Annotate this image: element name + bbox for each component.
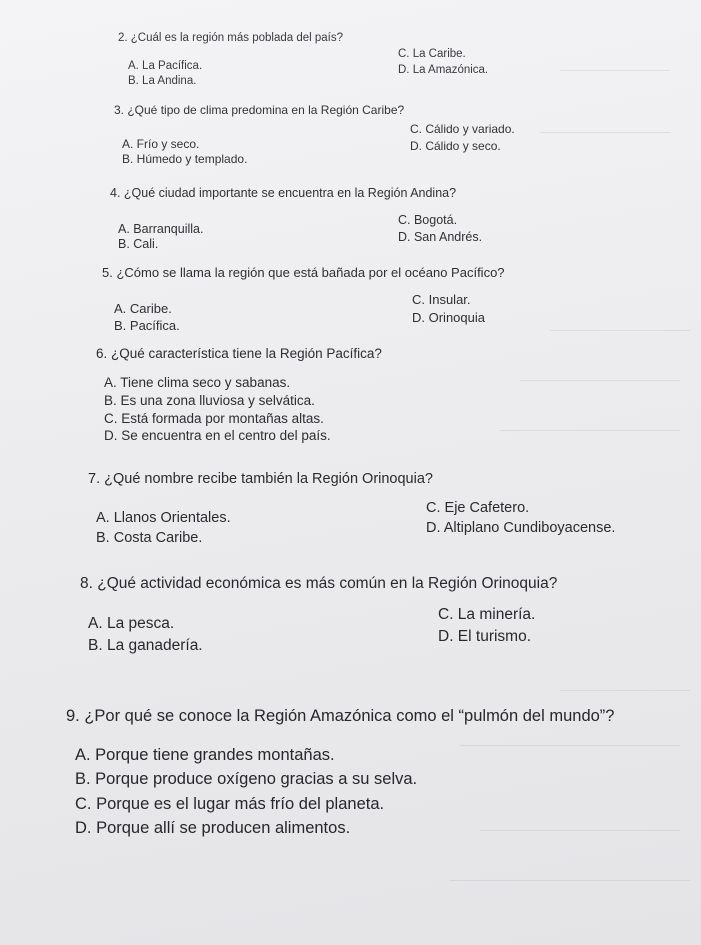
option-8-c: C. La minería. bbox=[438, 606, 536, 623]
option-2-d: D. La Amazónica. bbox=[398, 64, 489, 76]
option-6-a: A. Tiene clima seco y sabanas. bbox=[104, 375, 291, 390]
option-8-a: A. La pesca. bbox=[88, 615, 175, 632]
option-4-b: B. Cali. bbox=[118, 237, 159, 251]
option-7-d: D. Altiplano Cundiboyacense. bbox=[426, 520, 616, 536]
question-4: 4. ¿Qué ciudad importante se encuentra en la Región Andina? bbox=[110, 186, 457, 200]
bleed-through-line bbox=[520, 380, 680, 381]
option-3-d: D. Cálido y seco. bbox=[410, 139, 501, 153]
option-4-c: C. Bogotá. bbox=[398, 213, 458, 227]
option-6-d: D. Se encuentra en el centro del país. bbox=[104, 428, 331, 443]
option-5-b: B. Pacífica. bbox=[114, 318, 180, 333]
question-9: 9. ¿Por qué se conoce la Región Amazónica como el “pulmón del mundo”? bbox=[66, 707, 615, 725]
bleed-through-line bbox=[560, 70, 670, 71]
question-6: 6. ¿Qué característica tiene la Región Pacífica? bbox=[96, 346, 382, 361]
option-9-d: D. Porque allí se producen alimentos. bbox=[75, 819, 351, 837]
option-3-b: B. Húmedo y templado. bbox=[122, 152, 248, 166]
question-3: 3. ¿Qué tipo de clima predomina en la Región Caribe? bbox=[114, 103, 405, 117]
option-3-c: C. Cálido y variado. bbox=[410, 122, 515, 136]
option-4-d: D. San Andrés. bbox=[398, 230, 483, 244]
bleed-through-line bbox=[550, 330, 690, 331]
option-5-c: C. Insular. bbox=[412, 292, 471, 307]
option-9-c: C. Porque es el lugar más frío del planeta. bbox=[75, 795, 385, 813]
bleed-through-line bbox=[480, 830, 680, 831]
bleed-through-line bbox=[450, 880, 690, 881]
option-9-a: A. Porque tiene grandes montañas. bbox=[75, 746, 335, 764]
question-7: 7. ¿Qué nombre recibe también la Región Orinoquia? bbox=[88, 471, 433, 487]
option-5-a: A. Caribe. bbox=[114, 301, 172, 316]
option-6-c: C. Está formada por montañas altas. bbox=[104, 411, 324, 426]
bleed-through-line bbox=[460, 745, 680, 746]
question-2: 2. ¿Cuál es la región más poblada del país? bbox=[118, 32, 344, 44]
option-7-c: C. Eje Cafetero. bbox=[426, 500, 530, 516]
option-9-b: B. Porque produce oxígeno gracias a su selva. bbox=[75, 770, 418, 788]
option-2-a: A. La Pacífica. bbox=[128, 60, 203, 72]
option-8-d: D. El turismo. bbox=[438, 628, 532, 645]
option-4-a: A. Barranquilla. bbox=[118, 222, 204, 236]
bleed-through-line bbox=[540, 132, 670, 133]
question-8: 8. ¿Qué actividad económica es más común en la Región Orinoquia? bbox=[80, 575, 558, 592]
bleed-through-line bbox=[500, 430, 680, 431]
option-5-d: D. Orinoquia bbox=[412, 310, 485, 325]
option-7-a: A. Llanos Orientales. bbox=[96, 510, 231, 526]
option-2-b: B. La Andina. bbox=[128, 75, 197, 87]
option-3-a: A. Frío y seco. bbox=[122, 137, 200, 151]
option-2-c: C. La Caribe. bbox=[398, 48, 466, 60]
option-6-b: B. Es una zona lluviosa y selvática. bbox=[104, 393, 315, 408]
question-5: 5. ¿Cómo se llama la región que está bañada por el océano Pacífico? bbox=[102, 265, 505, 280]
option-8-b: B. La ganadería. bbox=[88, 637, 203, 654]
bleed-through-line bbox=[560, 690, 690, 691]
option-7-b: B. Costa Caribe. bbox=[96, 530, 203, 546]
